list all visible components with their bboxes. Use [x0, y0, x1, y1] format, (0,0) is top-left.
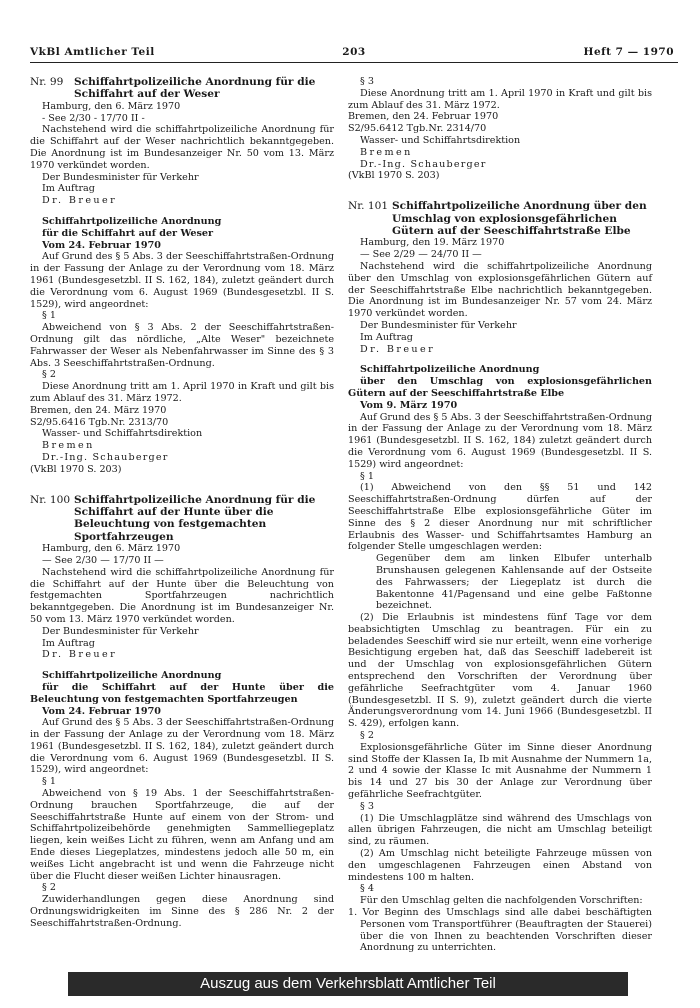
- section-2-text: Diese Anordnung tritt am 1. April 1970 in Kraft und gilt bis zum Ablauf des 31. März 1972.: [30, 381, 334, 404]
- authority: Wasser- und Schiffahrtsdirektion: [360, 134, 521, 146]
- legal-basis: Auf Grund des § 5 Abs. 3 der Seeschiffahrtstraßen-Ordnung in der Fassung der Anlage zu der Verordnung vom 18. März 1961 (Bundesgesetzbl. II S. 162, 184), zuletzt geändert durch die Verordnung vom 6. August 1969 (Bundesgesetzbl. II S. 1529), wird angeordnet:: [30, 717, 334, 776]
- regulation-date: Vom 9. März 1970: [360, 399, 458, 411]
- regulation-subtitle: für die Schiffahrt auf der Hunte über die Beleuchtung von festgemachten Sportfahrzeugen: [30, 681, 334, 705]
- reference-2: S2/95.6416 Tgb.Nr. 2313/70: [30, 416, 169, 428]
- legal-basis: Auf Grund des § 5 Abs. 3 der Seeschiffahrtstraßen-Ordnung in der Fassung der Anlage zu der Verordnung vom 18. März 1961 (Bundesgesetzbl. II S. 162, 184), zuletzt geändert durch die Verordnung vom 6. August 1969 (Bundesgesetzbl. II S. 1529), wird angeordnet:: [30, 251, 334, 310]
- section-1-paragraph-2: (2) Die Erlaubnis ist mindestens fünf Tage vor dem beabsichtigten Umschlag zu beantragen. Für ein zu beladendes Seeschiff wird sie nur erteilt, wenn eine vorherige Besichtigung ergeben hat, daß das Seeschiff ladebereit ist und der Umschlag von explosionsgefährlichen Gütern entsprechend den Vorschriften der Verordnung über gefährliche Seefrachtgüter vom 4. Januar 1960 (Bundesgesetzbl. II S. 9), zuletzt geändert durch die vierte Änderungsverordnung vom 14. Juni 1966 (Bundesgesetzbl. II S. 429), erfolgen kann.: [348, 612, 652, 730]
- section-2-heading: § 2: [42, 882, 56, 894]
- section-3-text: Diese Anordnung tritt am 1. April 1970 in Kraft und gilt bis zum Ablauf des 31. März 1972.: [348, 87, 652, 111]
- section-1-text: Abweichend von § 19 Abs. 1 der Seeschiffahrtstraßen-Ordnung brauchen Sportfahrzeuge, die auf der Seeschiffahrtstraße Hunte auf einem von der Strom- und Schiffahrtpolizeibehörde genehmigten Sammelliegeplatz liegen, kein weißes Licht zu führen, wenn am Anfang und am Ende dieses Liegeplatzes, mindestens jedoch alle 50 m, ein weißes Licht angebracht ist und wenn die Fahrzeuge nicht über die Flucht dieser weißen Lichter hinausragen.: [30, 788, 334, 882]
- article-100-heading: [30, 494, 334, 544]
- intro-paragraph: Nachstehend wird die schiffahrtpolizeiliche Anordnung über den Umschlag von explosionsgefährlichen Gütern auf der Seeschiffahrtstraße Elbe nachrichtlich bekanntgegeben. Die Anordnung ist im Bundesanzeiger Nr. 57 vom 24. März 1970 verkündet worden.: [348, 260, 652, 320]
- regulation-title: Schiffahrtpolizeiliche Anordnung: [42, 670, 222, 682]
- article-title: Schiffahrtpolizeiliche Anordnung für die Schiffahrt auf der Weser: [74, 76, 316, 101]
- section-1-heading: § 1: [360, 470, 374, 482]
- section-1-heading: § 1: [42, 310, 56, 322]
- section-4-heading: § 4: [360, 883, 374, 895]
- signature: Dr. Breuer: [360, 343, 436, 355]
- article-title: Schiffahrtpolizeiliche Anordnung für die Schiffahrt auf der Hunte über die Beleuchtung von festgemachten Sportfahrzeugen: [74, 493, 316, 543]
- running-header: [30, 46, 678, 62]
- signature: Dr. Breuer: [42, 649, 118, 661]
- regulation-date: Vom 24. Februar 1970: [42, 239, 161, 251]
- section-2-text: Zuwiderhandlungen gegen diese Anordnung sind Ordnungswidrigkeiten im Sinne des § 286 Nr. 2 der Seeschiffahrtstraßen-Ordnung.: [30, 894, 334, 929]
- signature-2: Dr.-Ing. Schauberger: [42, 451, 169, 463]
- authority: Wasser- und Schiffahrtsdirektion: [42, 428, 203, 440]
- legal-basis: Auf Grund des § 5 Abs. 3 der Seeschiffahrtstraßen-Ordnung in der Fassung der Anlage zu der Verordnung vom 18. März 1961 (Bundesgesetzbl. II S. 162, 184) zuletzt geändert durch die Verordnung vom 6. August 1969 (Bundesgesetzbl. II S. 1529) wird angeordnet:: [348, 411, 652, 470]
- spacer: [30, 207, 334, 216]
- section-4-item-1: 1. Vor Beginn des Umschlags sind alle dabei beschäftigten Personen vom Transportführer (Beauftragten der Stauerei) über die von Ihnen zu beachtenden Vorschriften dieser Anordnung zu unterrichten.: [348, 907, 652, 954]
- section-1-paragraph-1: (1) Abweichend von den §§ 51 und 142 Seeschiffahrtstraßen-Ordnung dürfen auf der Seeschiffahrtstraße Elbe explosionsgefährliche Güter im Sinne des § 2 dieser Anordnung nur mit schriftlicher Erlaubnis des Wasser- und Schiffahrtsamtes Hamburg an folgender Stelle umgeschlagen werden:: [348, 482, 652, 553]
- regulation-date: Vom 24. Februar 1970: [42, 705, 161, 717]
- article-99-heading: [30, 76, 334, 101]
- authority-city: Bremen: [360, 146, 413, 158]
- citation: (VkBl 1970 S. 203): [348, 170, 440, 182]
- reference: S2/95.6412 Tgb.Nr. 2314/70: [348, 123, 487, 135]
- regulation-subtitle: für die Schiffahrt auf der Weser: [42, 227, 214, 239]
- on-behalf: Im Auftrag: [360, 331, 413, 343]
- regulation-title: Schiffahrtpolizeiliche Anordnung: [42, 215, 222, 227]
- article-title: Schiffahrtpolizeiliche Anordnung über den Umschlag von explosionsgefährlichen Gütern auf der Seeschiffahrtstraße Elbe: [392, 200, 647, 237]
- section-3-paragraph-2: (2) Am Umschlag nicht beteiligte Fahrzeuge müssen von den umgeschlagenen Fahrzeugen einen Abstand von mindestens 100 m halten.: [348, 848, 652, 883]
- signature: Dr. Breuer: [42, 195, 118, 207]
- section-3-heading: § 3: [360, 76, 374, 87]
- spacer: [30, 661, 334, 670]
- spacer: [348, 355, 652, 364]
- regulation-subtitle: über den Umschlag von explosionsgefährlichen Gütern auf der Seeschiffahrtstraße Elbe: [348, 376, 652, 399]
- section-2-heading: § 2: [360, 730, 374, 742]
- section-2-heading: § 2: [42, 369, 56, 381]
- section-3-heading: § 3: [360, 800, 374, 812]
- header-rule: [30, 62, 678, 63]
- article-number: Nr. 101: [348, 200, 389, 213]
- place-date: Bremen, den 24. Februar 1970: [348, 111, 499, 123]
- section-1-text: Abweichend von § 3 Abs. 2 der Seeschiffahrtstraßen-Ordnung gilt das nördliche, „Alte Weser" bezeichnete Fahrwasser der Weser als Nebenfahrwasser im Sinne des § 3 Abs. 3 Seeschiffahrtstraßen-Ordnung.: [30, 322, 334, 369]
- on-behalf: Im Auftrag: [42, 637, 95, 649]
- place-date-2: Bremen, den 24. März 1970: [30, 404, 167, 416]
- reference: - See 2/30 - 17/70 II -: [42, 112, 145, 124]
- article-number: Nr. 100: [30, 493, 71, 506]
- footer-banner: Auszug aus dem Verkehrsblatt Amtlicher Teil: [68, 972, 628, 996]
- article-number: Nr. 99: [30, 76, 64, 88]
- section-1-heading: § 1: [42, 776, 56, 788]
- left-column: [30, 76, 334, 930]
- journal-name: VkBl Amtlicher Teil: [30, 46, 155, 58]
- section-1-location: Gegenüber dem am linken Elbufer unterhalb Brunshausen gelegenen Kahlensande auf der Ostseite des Fahrwassers; der Liegeplatz ist durch die Bakentonne 41/Pagensand und eine gelbe Faßtonne bezeichnet.: [376, 553, 652, 612]
- issue-label: Heft 7 — 1970: [583, 46, 674, 58]
- section-4-intro: Für den Umschlag gelten die nachfolgenden Vorschriften:: [360, 895, 643, 907]
- spacer: [30, 476, 334, 494]
- section-3-paragraph-1: (1) Die Umschlagplätze sind während des Umschlags von allen übrigen Fahrzeugen, die nicht am Umschlag beteiligt sind, zu räumen.: [348, 812, 652, 848]
- intro-paragraph: Nachstehend wird die schiffahrtpolizeiliche Anordnung für die Schiffahrt auf der Hunte über die Beleuchtung von festgemachten Sportfahrzeugen nachrichtlich bekanntgegeben. Die Anordnung ist im Bundesanzeiger Nr. 50 vom 13. März 1970 verkündet worden.: [30, 566, 334, 625]
- regulation-title: Schiffahrtpolizeiliche Anordnung: [360, 364, 540, 376]
- spacer: [348, 182, 652, 200]
- right-column: [348, 76, 652, 954]
- authority-city: Bremen: [42, 440, 95, 452]
- signature: Dr.-Ing. Schauberger: [360, 158, 487, 170]
- on-behalf: Im Auftrag: [42, 183, 95, 195]
- page-number: 203: [342, 46, 366, 58]
- document-page: [30, 0, 678, 968]
- place-date: Hamburg, den 6. März 1970: [42, 543, 181, 555]
- citation: (VkBl 1970 S. 203): [30, 463, 122, 475]
- minister: Der Bundesminister für Verkehr: [360, 319, 517, 331]
- place-date: Hamburg, den 19. März 1970: [360, 237, 505, 249]
- intro-paragraph: Nachstehend wird die schiffahrtpolizeiliche Anordnung für die Schiffahrt auf der Weser nachrichtlich bekanntgegeben. Die Anordnung ist im Bundesanzeiger Nr. 50 vom 13. März 1970 verkündet worden.: [30, 124, 334, 171]
- reference: — See 2/29 — 24/70 II —: [360, 249, 482, 261]
- reference: — See 2/30 — 17/70 II —: [42, 554, 164, 566]
- minister: Der Bundesminister für Verkehr: [42, 625, 199, 637]
- place-date: Hamburg, den 6. März 1970: [42, 100, 181, 112]
- section-2-text: Explosionsgefährliche Güter im Sinne dieser Anordnung sind Stoffe der Klassen Ia, Ib mit Ausnahme der Nummern 1a, 2 und 4 sowie der Klasse Ic mit Ausnahme der Nummern 1 bis 14 und 27 bis 30 der Anlage zur Verordnung über gefährliche Seefrachtgüter.: [348, 741, 652, 801]
- article-101-heading: [348, 200, 652, 237]
- minister: Der Bundesminister für Verkehr: [42, 171, 199, 183]
